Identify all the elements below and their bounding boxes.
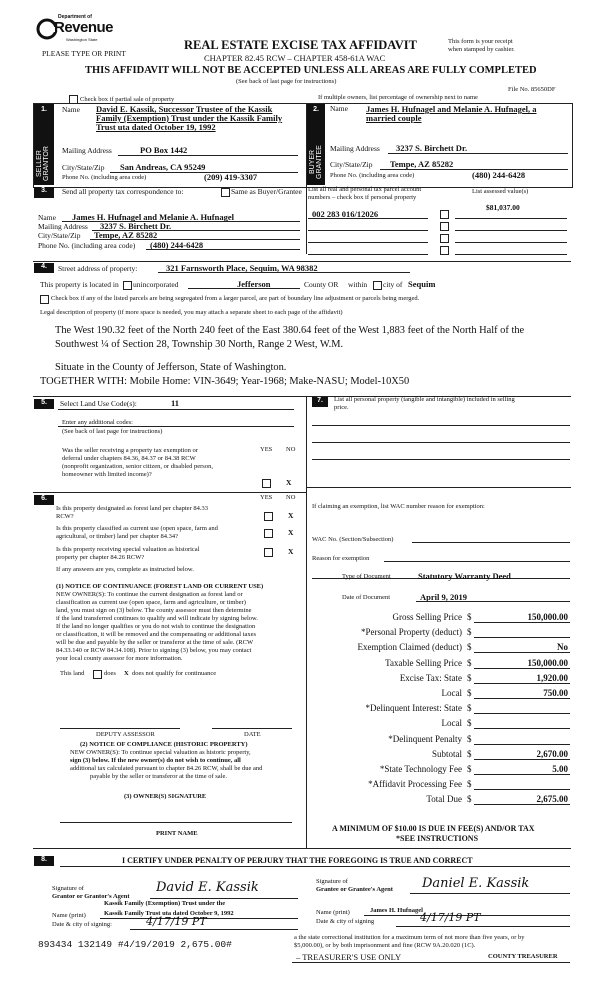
- parcel-3-personal-checkbox[interactable]: [440, 234, 449, 243]
- legal-label: Legal description of property (if more space is needed, you may attach a separate sheet to each page of the affidavit): [40, 309, 343, 316]
- parcel-header-1: List all real and personal tax parcel account: [308, 186, 422, 193]
- tax-corr-city: Tempe, AZ 85282: [94, 230, 158, 240]
- buyer-mailing-label: Mailing Address: [330, 144, 380, 153]
- please-type: PLEASE TYPE OR PRINT: [42, 49, 126, 58]
- receipt-note-1: This form is your receipt: [448, 38, 513, 45]
- calc-row-label: Total Due: [426, 794, 462, 804]
- tax-corr-name: James H. Hufnagel and Melanie A. Hufnagel: [72, 212, 234, 222]
- seller-name-1: David E. Kassik, Successor Trustee of the Kassik: [96, 104, 273, 114]
- see-instructions-note: *SEE INSTRUCTIONS: [396, 834, 479, 843]
- tax-corr-mailing-label: Mailing Address: [38, 222, 88, 231]
- calc-row-label: *Delinquent Interest: State: [365, 703, 462, 713]
- calc-row-label: Subtotal: [431, 749, 462, 759]
- continuance-line-6: or classification, it will be removed and the compensating or additional taxes: [56, 631, 256, 638]
- forest-q2-answer: X: [288, 528, 294, 537]
- calc-row-underline: [474, 668, 570, 669]
- forest-q3-answer: X: [288, 547, 294, 556]
- calc-row-dollar: $: [467, 688, 472, 698]
- calc-row-underline: [474, 789, 570, 790]
- calc-row-underline: [474, 759, 570, 760]
- forest-q-note: If any answers are yes, complete as instructed below.: [56, 566, 194, 573]
- section-8-marker: 8.: [34, 856, 54, 866]
- personal-property-label-1: List all personal property (tangible and intangible) included in selling: [334, 396, 515, 403]
- grantee-sig-label-2: Grantee or Grantee's Agent: [316, 886, 393, 893]
- land-does-not-label: does not qualify for continuance: [132, 670, 217, 677]
- calc-row-dollar: $: [467, 779, 472, 789]
- calc-row-value: 2,670.00: [536, 749, 568, 759]
- personal-property-label-2: price.: [334, 404, 349, 411]
- calc-row-dollar: $: [467, 734, 472, 744]
- treasurer-use-only: – TREASURER'S USE ONLY: [296, 952, 402, 962]
- doc-type-label: Type of Document: [342, 573, 391, 580]
- grantee-print-name: James H. Hufnagel: [370, 907, 423, 914]
- grantor-date: 4/17/19 PT: [146, 915, 207, 928]
- tax-corr-mailing: 3237 S. Birchett Dr.: [100, 221, 172, 231]
- property-county: Jefferson: [237, 279, 271, 289]
- legal-line-3: Situate in the County of Jefferson, State of Washington.: [55, 362, 287, 373]
- parcel-number: 002 283 016/12026: [312, 209, 379, 219]
- continuance-line-2: classification as current use (open space, farm and agriculture, or timber): [56, 599, 246, 606]
- reason-label: Reason for exemption: [312, 555, 370, 562]
- continuance-line-7: will be due and payable by the seller or transferor at the time of sale. (RCW: [56, 639, 254, 646]
- seller-side-label: SELLER GRANTOR: [36, 146, 50, 182]
- calc-row-value: 750.00: [543, 688, 568, 698]
- forest-q1-line-2: RCW?: [56, 513, 74, 520]
- calc-row-value: 1,920.00: [536, 673, 568, 683]
- partial-sale-label: Check box if partial sale of property: [80, 96, 175, 103]
- grantee-date-label: Date & city of signing: [316, 918, 375, 925]
- grantee-date: 4/17/19 PT: [420, 911, 481, 924]
- exemption-question-1: Was the seller receiving a property tax exemption or: [62, 447, 198, 454]
- land-does-not-mark: X: [124, 670, 129, 677]
- certify-statement: I CERTIFY UNDER PENALTY OF PERJURY THAT THE FOREGOING IS TRUE AND CORRECT: [122, 856, 473, 865]
- assessed-value: $81,037.00: [486, 203, 520, 212]
- owner-signature-label: (3) OWNER(S) SIGNATURE: [124, 793, 207, 800]
- calc-row-underline: [474, 637, 570, 638]
- forest-q1-answer: X: [288, 511, 294, 520]
- forest-q2-yes-checkbox[interactable]: [264, 529, 273, 538]
- land-use-label: Select Land Use Code(s):: [60, 399, 137, 408]
- parcel-4-personal-checkbox[interactable]: [440, 246, 449, 255]
- buyer-city-label: City/State/Zip: [330, 160, 373, 169]
- unincorporated-checkbox[interactable]: [123, 281, 132, 290]
- land-use-code: 11: [171, 398, 180, 408]
- seller-name-3: Trust uta dated October 19, 1992: [96, 122, 216, 132]
- seller-city-label: City/State/Zip: [62, 163, 105, 172]
- compliance-title: (2) NOTICE OF COMPLIANCE (HISTORIC PROPERTY): [80, 741, 248, 748]
- parcel-header-2: numbers – check box if personal property: [308, 194, 417, 201]
- seller-mailing: PO Box 1442: [140, 145, 188, 155]
- section-7-marker: 7.: [312, 397, 328, 407]
- calc-row-underline: [474, 683, 570, 684]
- within-label: within: [348, 280, 368, 289]
- grantor-signature: David E. Kassik: [156, 880, 259, 895]
- seller-name-2: Family (Exemption) Trust under the Kassik Family: [96, 113, 283, 123]
- seller-phone: (209) 419-3307: [204, 172, 258, 182]
- doc-date: April 9, 2019: [420, 592, 467, 602]
- forest-q3-line-2: property per chapter 84.26 RCW?: [56, 554, 145, 561]
- continuance-line-9: your local county assessor for more information.: [56, 655, 183, 662]
- calc-row-label: *Affidavit Processing Fee: [368, 779, 462, 789]
- file-no: File No. 85650DF: [508, 86, 556, 93]
- seller-name-label: Name: [62, 105, 80, 114]
- deputy-assessor-label: DEPUTY ASSESSOR: [96, 731, 155, 738]
- calc-row-dollar: $: [467, 627, 472, 637]
- grantee-signature: Daniel E. Kassik: [422, 876, 530, 891]
- receipt-note-2: when stamped by cashier.: [448, 46, 515, 53]
- seller-mailing-label: Mailing Address: [62, 146, 112, 155]
- street-label: Street address of property:: [58, 264, 138, 273]
- continuance-line-3: land, you must sign on (3) below. The county assessor must then determine: [56, 607, 252, 614]
- calc-row-dollar: $: [467, 749, 472, 759]
- calc-row-dollar: $: [467, 673, 472, 683]
- calc-row-label: *State Technology Fee: [379, 764, 462, 774]
- grantor-title-line: Kassik Family (Exemption) Trust under the: [104, 900, 226, 907]
- continuance-line-4: if the land transferred continues to qualify and will indicate by signing below.: [56, 615, 258, 622]
- grantor-print-name: Kassik Family Trust uta dated October 9, 1992: [104, 910, 234, 917]
- segregated-label: Check box if any of the listed parcels are being segregated from a larger parcel, are part of boundary line adjustment or parcels being merged.: [51, 295, 420, 302]
- logo-main-text: Revenue: [54, 19, 114, 36]
- county-treasurer-label: COUNTY TREASURER: [488, 953, 558, 960]
- tax-corr-phone: (480) 244-6428: [150, 240, 204, 250]
- exemption-question-2: deferral under chapters 84.36, 84.37 or 84.38 RCW: [62, 455, 196, 462]
- section-2-marker: 2.: [307, 104, 325, 185]
- buyer-side-label: BUYER GRANTEE: [309, 145, 323, 179]
- calc-row-label: Local: [441, 718, 462, 728]
- legal-line-4: TOGETHER WITH: Mobile Home: VIN-3649; Year-1968; Make-NASU; Model-10X50: [40, 376, 410, 387]
- exemption-question-3: (nonprofit organization, senior citizen, or disabled person,: [62, 463, 213, 470]
- parcel-2-personal-checkbox[interactable]: [440, 222, 449, 231]
- grantor-sig-label-2: Grantor or Grantor's Agent: [52, 893, 130, 900]
- city-of-label: city of: [383, 280, 403, 289]
- section-1-marker: 1.: [34, 104, 54, 185]
- calc-row-value: 5.00: [552, 764, 568, 774]
- continuance-line-1: NEW OWNER(S): To continue the current designation as forest land or: [56, 591, 243, 598]
- calc-row-dollar: $: [467, 794, 472, 804]
- calc-row-dollar: $: [467, 703, 472, 713]
- this-land-label: This land: [60, 670, 85, 677]
- compliance-line-3: additional tax calculated pursuant to chapter 84.26 RCW, shall be due and: [70, 765, 263, 772]
- same-as-buyer-label: Same as Buyer/Grantee: [231, 187, 302, 196]
- continuance-line-5: If the land no longer qualifies or you do not wish to continue the designation: [56, 623, 256, 630]
- parcel-1-personal-checkbox[interactable]: [440, 210, 449, 219]
- within-city-checkbox[interactable]: [373, 281, 382, 290]
- forest-yes-header: YES: [260, 494, 273, 501]
- grantor-date-label: Date & city of signing:: [52, 921, 112, 928]
- minimum-due-note: A MINIMUM OF $10.00 IS DUE IN FEE(S) AND/OR TAX: [332, 824, 535, 833]
- calc-row-label: *Personal Property (deduct): [361, 627, 462, 637]
- calc-row-value: 150,000.00: [527, 658, 568, 668]
- form-warning: THIS AFFIDAVIT WILL NOT BE ACCEPTED UNLESS ALL AREAS ARE FULLY COMPLETED: [85, 65, 537, 76]
- property-city: Sequim: [408, 279, 436, 289]
- continuance-title: (1) NOTICE OF CONTINUANCE (FOREST LAND OR CURRENT USE): [56, 583, 264, 590]
- deputy-date-label: DATE: [244, 731, 261, 738]
- calc-row-label: *Delinquent Penalty: [388, 734, 462, 744]
- form-chapter: CHAPTER 82.45 RCW – CHAPTER 458-61A WAC: [204, 53, 386, 63]
- calc-row-underline: [474, 713, 570, 714]
- compliance-line-2: sign (3) below. If the new owner(s) do not wish to continue, all: [70, 757, 241, 764]
- forest-no-header: NO: [286, 494, 296, 501]
- additional-codes-see-back: (See back of last page for instructions): [62, 428, 163, 435]
- forest-q2-line-2: agricultural, or timber) land per chapter 84.34?: [56, 533, 179, 540]
- calc-row-label: Gross Selling Price: [392, 612, 462, 622]
- calc-row-label: Local: [441, 688, 462, 698]
- calc-row-value: No: [557, 642, 568, 652]
- calc-row-underline: [474, 744, 570, 745]
- grantee-sig-label-1: Signature of: [316, 878, 348, 885]
- forest-q3-yes-checkbox[interactable]: [264, 548, 273, 557]
- exemption-no-answer: X: [286, 478, 292, 487]
- buyer-name-label: Name: [330, 104, 348, 113]
- tax-corr-phone-label: Phone No. (including area code): [38, 241, 136, 250]
- section-3-marker: 3.: [34, 187, 54, 198]
- compliance-line-1: NEW OWNER(S): To continue special valuation as historic property,: [70, 749, 251, 756]
- form-title: REAL ESTATE EXCISE TAX AFFIDAVIT: [184, 38, 417, 52]
- land-use-yes-header: YES: [260, 446, 273, 453]
- continuance-line-8: 84.33.140 or RCW 84.34.108). Prior to signing (3) below, you may contact: [56, 647, 252, 654]
- located-label: This property is located in: [40, 280, 119, 289]
- compliance-line-4: payable by the seller or transferor at the time of sale.: [90, 773, 227, 780]
- calc-row-underline: [474, 804, 570, 805]
- additional-codes-label: Enter any additional codes:: [62, 419, 133, 426]
- same-as-buyer-checkbox[interactable]: [221, 188, 230, 197]
- exemption-yes-checkbox[interactable]: [262, 479, 271, 488]
- grantor-sig-label-1: Signature of: [52, 885, 84, 892]
- calc-row-label: Excise Tax: State: [399, 673, 462, 683]
- land-does-label: does: [104, 670, 116, 677]
- calc-row-value: 2,675.00: [536, 794, 568, 804]
- exemption-claim-label: If claiming an exemption, list WAC number reason for exemption:: [312, 503, 485, 510]
- seller-phone-label: Phone No. (including area code): [62, 174, 147, 181]
- section-4-marker: 4.: [34, 263, 54, 273]
- legal-line-2: Southwest ¼ of Section 28, Township 30 North, Range 2 West, W.M.: [55, 339, 344, 350]
- buyer-phone: (480) 244-6428: [472, 170, 526, 180]
- wac-label: WAC No. (Section/Subsection): [312, 536, 394, 543]
- calc-row-underline: [474, 698, 570, 699]
- logo-sub-text: Washington State: [66, 37, 98, 42]
- forest-q3-line-1: Is this property receiving special valuation as historical: [56, 546, 200, 553]
- doc-type: Statutory Warranty Deed: [418, 571, 511, 581]
- calc-row-value: 150,000.00: [527, 612, 568, 622]
- calc-row-underline: [474, 652, 570, 653]
- buyer-name-1: James H. Hufnagel and Melanie A. Hufnagel, a: [366, 104, 537, 114]
- penalty-line-2: $5,000.00), or by both imprisonment and fine (RCW 9A.20.020 (1C).: [294, 942, 476, 949]
- land-does-checkbox[interactable]: [93, 670, 102, 679]
- calc-row-dollar: $: [467, 612, 472, 622]
- buyer-name-2: married couple: [366, 113, 422, 123]
- tax-corr-city-label: City/State/Zip: [38, 231, 81, 240]
- revenue-logo: [36, 14, 114, 48]
- calc-row-underline: [474, 728, 570, 729]
- see-back: (See back of last page for instructions): [236, 78, 337, 85]
- assessed-header: List assessed value(s): [472, 188, 529, 195]
- buyer-mailing: 3237 S. Birchett Dr.: [396, 143, 468, 153]
- tax-corr-name-label: Name: [38, 213, 56, 222]
- buyer-phone-label: Phone No. (including area code): [330, 172, 415, 179]
- doc-date-label: Date of Document: [342, 594, 391, 601]
- penalty-line-1: a the state correctional institution for a maximum term of not more than five years, or by: [294, 934, 525, 941]
- calc-row-underline: [474, 774, 570, 775]
- forest-q1-line-1: Is this property designated as forest land per chapter 84.33: [56, 505, 208, 512]
- calc-row-dollar: $: [467, 718, 472, 728]
- calc-row-label: Exemption Claimed (deduct): [357, 642, 462, 652]
- unincorporated-label: unincorporated: [133, 280, 179, 289]
- calc-row-dollar: $: [467, 658, 472, 668]
- county-or-label: County OR: [304, 280, 339, 289]
- property-street: 321 Farnsworth Place, Sequim, WA 98382: [166, 263, 318, 273]
- land-use-no-header: NO: [286, 446, 296, 453]
- buyer-city: Tempe, AZ 85282: [390, 159, 454, 169]
- segregated-checkbox[interactable]: [40, 295, 49, 304]
- seller-city: San Andreas, CA 95249: [120, 162, 206, 172]
- forest-q1-yes-checkbox[interactable]: [264, 512, 273, 521]
- logo-top-text: Department of: [58, 14, 92, 20]
- legal-line-1: The West 190.32 feet of the North 240 feet of the East 380.64 feet of the West 1,883 feet of the North Half of the: [55, 325, 525, 336]
- multiple-owners-label: If multiple owners, list percentage of ownership next to name: [318, 94, 478, 101]
- forest-q2-line-1: Is this property classified as current use (open space, farm and: [56, 525, 218, 532]
- section-6-marker: 6.: [34, 495, 54, 505]
- section-5-marker: 5.: [34, 399, 54, 409]
- calc-row-dollar: $: [467, 764, 472, 774]
- calc-row-underline: [474, 622, 570, 623]
- grantee-name-print-label: Name (print): [316, 909, 350, 916]
- exemption-question-4: homeowner with limited income)?: [62, 471, 152, 478]
- print-name-label: PRINT NAME: [156, 830, 198, 837]
- grantor-name-print-label: Name (print): [52, 912, 86, 919]
- cashier-stamp: 893434 132149 #4/19/2019 2,675.00#: [38, 939, 232, 950]
- tax-corr-label: Send all property tax correspondence to:: [62, 187, 184, 196]
- calc-row-label: Taxable Selling Price: [385, 658, 462, 668]
- calc-row-dollar: $: [467, 642, 472, 652]
